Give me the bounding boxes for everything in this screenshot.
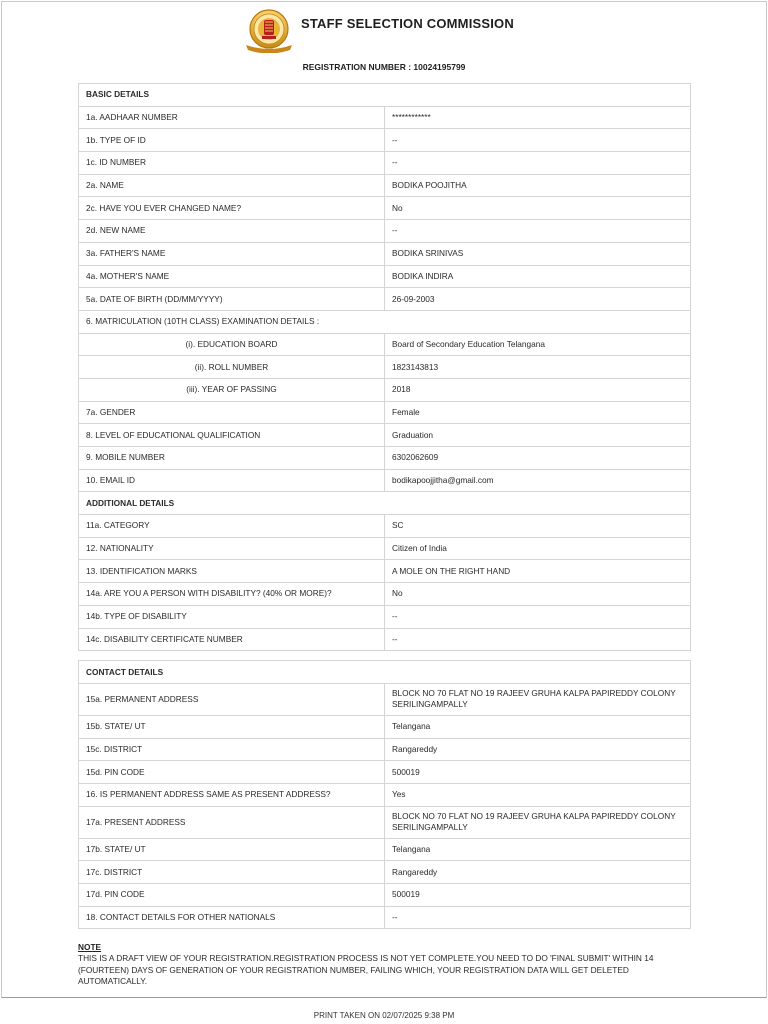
- field-value: BODIKA INDIRA: [385, 265, 691, 288]
- field-label: 5a. DATE OF BIRTH (DD/MM/YYYY): [79, 288, 385, 311]
- table-row: [79, 884, 691, 907]
- field-label: 15c. DISTRICT: [79, 738, 385, 761]
- table-row: [79, 628, 691, 651]
- field-label: 15b. STATE/ UT: [79, 715, 385, 738]
- field-label: 3a. FATHER'S NAME: [79, 242, 385, 265]
- field-value: No: [385, 583, 691, 606]
- field-label: 7a. GENDER: [79, 401, 385, 424]
- table-row: [79, 738, 691, 761]
- field-value: 500019: [385, 761, 691, 784]
- field-value: --: [385, 906, 691, 929]
- field-value: 1823143813: [385, 356, 691, 379]
- field-label: 8. LEVEL OF EDUCATIONAL QUALIFICATION: [79, 424, 385, 447]
- registration-number: REGISTRATION NUMBER : 10024195799: [302, 62, 466, 72]
- registration-details-table: [78, 83, 691, 929]
- field-value: Graduation: [385, 424, 691, 447]
- table-row: [79, 537, 691, 560]
- section-row-additional: [79, 492, 691, 515]
- table-row: [79, 605, 691, 628]
- table-row: [79, 152, 691, 175]
- table-row: [79, 401, 691, 424]
- field-label: 17a. PRESENT ADDRESS: [79, 806, 385, 838]
- field-value: Female: [385, 401, 691, 424]
- field-value: BODIKA POOJITHA: [385, 174, 691, 197]
- table-row: [79, 838, 691, 861]
- table-row: [79, 106, 691, 129]
- field-value: Citizen of India: [385, 537, 691, 560]
- table-row: [79, 424, 691, 447]
- field-label: 2a. NAME: [79, 174, 385, 197]
- header: [0, 0, 768, 58]
- field-value: --: [385, 605, 691, 628]
- table-row: [79, 515, 691, 538]
- field-label: 13. IDENTIFICATION MARKS: [79, 560, 385, 583]
- table-row: [79, 806, 691, 838]
- table-row: [79, 288, 691, 311]
- section-spacer: [79, 651, 691, 661]
- field-value: --: [385, 129, 691, 152]
- field-label: 16. IS PERMANENT ADDRESS SAME AS PRESENT ADDRESS?: [79, 783, 385, 806]
- table-row: [79, 683, 691, 715]
- section-heading: ADDITIONAL DETAILS: [79, 492, 691, 515]
- field-label: 15a. PERMANENT ADDRESS: [79, 683, 385, 715]
- table-row: [79, 783, 691, 806]
- section-row-contact: [79, 661, 691, 684]
- field-value: BODIKA SRINIVAS: [385, 242, 691, 265]
- field-label: 2c. HAVE YOU EVER CHANGED NAME?: [79, 197, 385, 220]
- section-heading: CONTACT DETAILS: [79, 661, 691, 684]
- field-value: 6302062609: [385, 447, 691, 470]
- field-label: 17c. DISTRICT: [79, 861, 385, 884]
- field-value: BLOCK NO 70 FLAT NO 19 RAJEEV GRUHA KALPA PAPIREDDY COLONY SERILINGAMPALLY: [385, 806, 691, 838]
- print-timestamp: PRINT TAKEN ON 02/07/2025 9:38 PM: [313, 1011, 455, 1020]
- table-row: [79, 242, 691, 265]
- field-label: 9. MOBILE NUMBER: [79, 447, 385, 470]
- field-value: A MOLE ON THE RIGHT HAND: [385, 560, 691, 583]
- table-row: [79, 220, 691, 243]
- section-row-basic: [79, 84, 691, 107]
- field-label: 10. EMAIL ID: [79, 469, 385, 492]
- table-row: [79, 906, 691, 929]
- table-row: [79, 861, 691, 884]
- table-row: [79, 715, 691, 738]
- field-value: No: [385, 197, 691, 220]
- table-row: [79, 469, 691, 492]
- table-row: [79, 129, 691, 152]
- field-label: 1b. TYPE OF ID: [79, 129, 385, 152]
- organisation-title: STAFF SELECTION COMMISSION: [301, 16, 514, 31]
- field-value: ************: [385, 106, 691, 129]
- field-value: Rangareddy: [385, 738, 691, 761]
- field-value: BLOCK NO 70 FLAT NO 19 RAJEEV GRUHA KALPA PAPIREDDY COLONY SERILINGAMPALLY: [385, 683, 691, 715]
- table-row: [79, 447, 691, 470]
- field-value: SC: [385, 515, 691, 538]
- table-row: [79, 378, 691, 401]
- field-label: 18. CONTACT DETAILS FOR OTHER NATIONALS: [79, 906, 385, 929]
- table-row: [79, 761, 691, 784]
- field-value: 26-09-2003: [385, 288, 691, 311]
- field-label: 17d. PIN CODE: [79, 884, 385, 907]
- field-value: bodikapoojjitha@gmail.com: [385, 469, 691, 492]
- field-label: 12. NATIONALITY: [79, 537, 385, 560]
- table-row: [79, 560, 691, 583]
- field-value: --: [385, 628, 691, 651]
- field-label: 2d. NEW NAME: [79, 220, 385, 243]
- table-row: [79, 333, 691, 356]
- field-value: Telangana: [385, 715, 691, 738]
- table-row: [79, 174, 691, 197]
- note-text: THIS IS A DRAFT VIEW OF YOUR REGISTRATION.REGISTRATION PROCESS IS NOT YET COMPLETE.YOU NEED TO DO 'FINAL SUBMIT' WITHIN 14 (FOURTEEN) DAYS OF GENERATION OF YOUR REGISTRATION NUMBER, FAILING WHICH, YOUR REGISTRATION DATA WILL GET DELETED AUTOMATICALLY.: [78, 953, 654, 986]
- field-label: 14a. ARE YOU A PERSON WITH DISABILITY? (40% OR MORE)?: [79, 583, 385, 606]
- field-value: 2018: [385, 378, 691, 401]
- field-label: 1c. ID NUMBER: [79, 152, 385, 175]
- note-title: NOTE: [78, 942, 102, 952]
- field-value: --: [385, 152, 691, 175]
- matriculation-heading-row: [79, 310, 691, 333]
- table-row: [79, 583, 691, 606]
- field-label: 14c. DISABILITY CERTIFICATE NUMBER: [79, 628, 385, 651]
- field-label: 11a. CATEGORY: [79, 515, 385, 538]
- field-value: 500019: [385, 884, 691, 907]
- field-label: 4a. MOTHER'S NAME: [79, 265, 385, 288]
- field-label: 15d. PIN CODE: [79, 761, 385, 784]
- field-value: Yes: [385, 783, 691, 806]
- field-value: Rangareddy: [385, 861, 691, 884]
- field-value: Telangana: [385, 838, 691, 861]
- field-label: 1a. AADHAAR NUMBER: [79, 106, 385, 129]
- field-label: (ii). ROLL NUMBER: [79, 356, 385, 379]
- table-row: [79, 356, 691, 379]
- field-label: 17b. STATE/ UT: [79, 838, 385, 861]
- field-value: --: [385, 220, 691, 243]
- field-label: (i). EDUCATION BOARD: [79, 333, 385, 356]
- matriculation-heading: 6. MATRICULATION (10TH CLASS) EXAMINATION DETAILS :: [79, 310, 691, 333]
- section-heading: BASIC DETAILS: [79, 84, 691, 107]
- table-row: [79, 197, 691, 220]
- field-label: 14b. TYPE OF DISABILITY: [79, 605, 385, 628]
- spacer-cell: [79, 651, 691, 661]
- ssc-emblem-icon: [240, 7, 298, 53]
- field-label: (iii). YEAR OF PASSING: [79, 378, 385, 401]
- table-row: [79, 265, 691, 288]
- note-section: [78, 942, 690, 988]
- field-value: Board of Secondary Education Telangana: [385, 333, 691, 356]
